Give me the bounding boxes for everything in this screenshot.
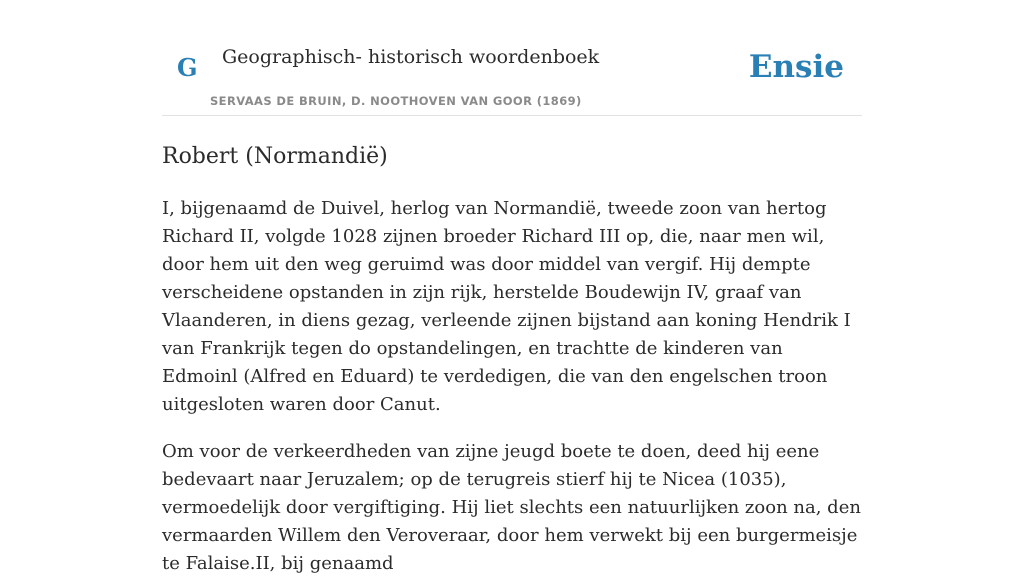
book-authors: SERVAAS DE BRUIN, D. NOOTHOVEN VAN GOOR (1869) xyxy=(210,94,582,108)
entry-content xyxy=(162,142,862,578)
entry-title: Robert (Normandië) xyxy=(162,144,388,169)
page xyxy=(162,0,862,574)
ensie-logo-link[interactable]: Ensie xyxy=(748,49,844,85)
book-logo-icon[interactable]: G xyxy=(177,53,198,82)
entry-paragraph: I, bijgenaamd de Duivel, herlog van Normandië, tweede zoon van hertog Richard II, volgde 1028 zijnen broeder Richard III op, die, naar men wil, door hem uit den weg geruimd was door middel van vergif. Hij dempte verscheidene opstanden in zijn rijk, herstelde Boudewijn IV, graaf van Vlaanderen, in diens gezag, verleende zijnen bijstand aan koning Hendrik I van Frankrijk tegen do opstandelingen, en trachtte de kinderen van Edmoinl (Alfred en Eduard) te verdedigen, die van den engelschen troon uitgesloten waren door Canut. xyxy=(162,198,851,415)
page-header xyxy=(162,0,862,116)
book-title[interactable]: Geographisch- historisch woordenboek xyxy=(222,46,600,68)
entry-body xyxy=(162,195,862,578)
entry-paragraph: Om voor de verkeerdheden van zijne jeugd boete te doen, deed hij eene bedevaart naar Jeruzalem; op de terugreis stierf hij te Nicea (1035), vermoedelijk door vergiftiging. Hij liet slechts een natuurlijken zoon na, den vermaarden Willem den Veroveraar, door hem verwekt bij een burgermeisje te Falaise.II, bij genaamd xyxy=(162,441,861,574)
